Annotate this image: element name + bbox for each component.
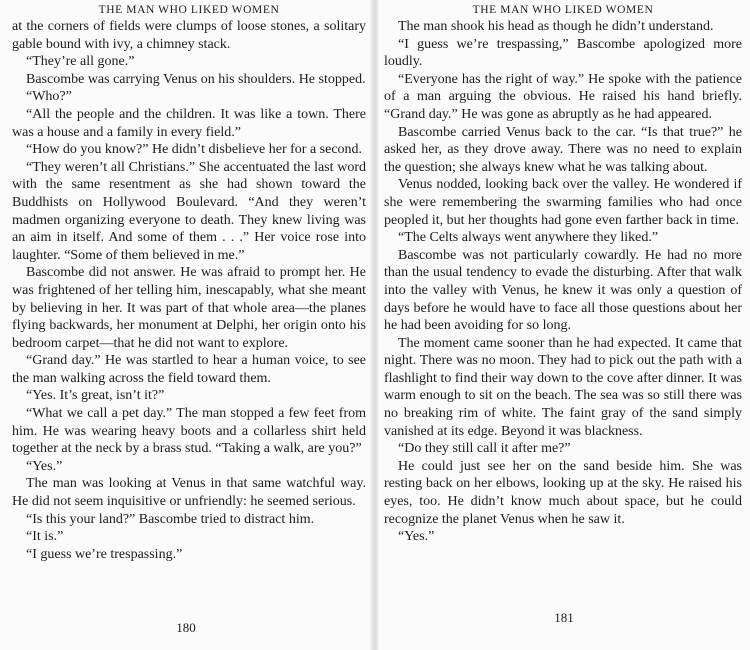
- paragraph: “Yes.”: [26, 458, 63, 474]
- paragraph: “Do they still call it after me?”: [398, 441, 571, 457]
- paragraph: “How do you know?” He didn’t disbelieve her for a second.: [26, 142, 363, 158]
- paragraph: “They’re all gone.”: [26, 54, 135, 70]
- paragraph: The moment came sooner than he had expected. It came that night. There was no moon. They had to pick out the path with a flashlight to find their way down to the cove after dinner. It was warm enough to sit on the beach. The sea was so still there was no breaking rim of white. The faint gray of the sand simply vanished at its edge. Beyond it was blackness.: [384, 335, 742, 439]
- page-number: 180: [176, 620, 196, 635]
- paragraph: “I guess we’re trespassing.”: [26, 546, 183, 562]
- paragraph: “Yes. It’s great, isn’t it?”: [26, 388, 165, 404]
- paragraph: Bascombe carried Venus back to the car. “Is that true?” he asked her, as they drove away. There was no need to explain the question; she always knew what he was talking about.: [384, 124, 742, 175]
- paragraph: “The Celts always went anywhere they liked.”: [398, 230, 659, 246]
- paragraph: “Grand day.” He was startled to hear a human voice, to see the man walking across the field toward them.: [12, 353, 366, 386]
- page-number: 181: [554, 610, 574, 625]
- paragraph: “All the people and the children. It was like a town. There was a house and a family in every field.”: [12, 106, 366, 140]
- right-page: [378, 0, 750, 650]
- page-text: [384, 18, 742, 546]
- paragraph: The man was looking at Venus in that same watchful way. He did not seem inquisitive or unfriendly: he seemed serious.: [12, 476, 366, 510]
- page-text: [12, 18, 366, 563]
- paragraph: “Who?”: [26, 89, 72, 105]
- paragraph: “Is this your land?” Bascombe tried to distract him.: [26, 511, 315, 527]
- left-page: [0, 0, 372, 650]
- paragraph: “Yes.”: [398, 529, 435, 545]
- paragraph: Bascombe was carrying Venus on his shoulders. He stopped.: [26, 71, 366, 87]
- paragraph: “What we call a pet day.” The man stopped a few feet from him. He was wearing heavy boots and a collarless shirt held together at the neck by a brass stud. “Taking a walk, are you?”: [12, 406, 366, 457]
- paragraph: He could just see her on the sand beside him. She was resting back on her elbows, looking up at the sky. He raised his eyes, too. He didn’t know much about space, but he could recognize the planet Venus when he saw it.: [384, 458, 742, 527]
- paragraph: “It is.”: [26, 529, 64, 545]
- paragraph: “Everyone has the right of way.” He spoke with the patience of a man arguing the obvious. He raised his hand briefly. “Grand day.” He was gone as abruptly as he had appeared.: [384, 71, 742, 122]
- paragraph: “They weren’t all Christians.” She accentuated the last word with the same resentment as she had shown toward the Buddhists on Hollywood Boulevard. “And they weren’t madmen organizing everyone to death. They knew living was an aim in itself. And some of them . . .” Her voice rose into laughter. “Some of them believed in me.”: [12, 159, 366, 263]
- running-head: THE MAN WHO LIKED WOMEN: [98, 4, 280, 16]
- paragraph: Venus nodded, looking back over the valley. He wondered if she were remembering the swarming families who had once peopled it, but her thoughts had gone even farther back in time.: [384, 177, 742, 228]
- paragraph: The man shook his head as though he didn’t understand.: [398, 19, 714, 34]
- paragraph: “I guess we’re trespassing,” Bascombe apologized more loudly.: [384, 36, 742, 70]
- paragraph: at the corners of fields were clumps of loose stones, a solitary gable bound with ivy, a chimney stack.: [12, 19, 366, 52]
- paragraph: Bascombe was not particularly cowardly. He had no more than the usual tendency to evade the disturbing. After that walk into the valley with Venus, he knew it was only a question of days before he would have to face all those questions about her he had been avoiding for so long.: [384, 247, 742, 334]
- paragraph: Bascombe did not answer. He was afraid to prompt her. He was frightened of her telling him, inescapably, what she meant by believing in her. It was part of that whole area—the planes flying backwards, her monument at Delphi, her origin onto his bedroom carpet—that he did not want to explore.: [12, 265, 366, 351]
- running-head: THE MAN WHO LIKED WOMEN: [472, 4, 654, 16]
